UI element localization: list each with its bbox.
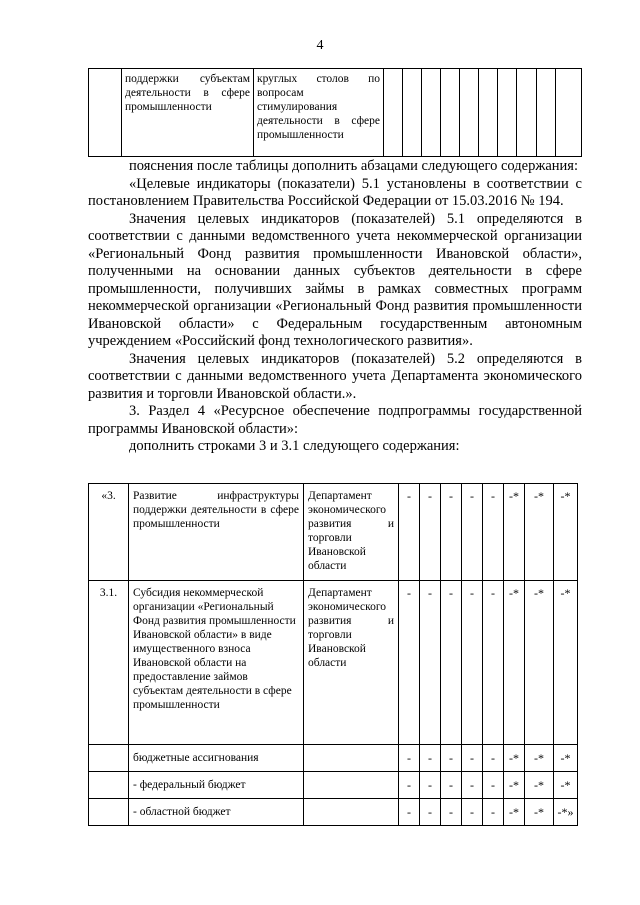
table-cell — [517, 69, 537, 157]
table-cell — [460, 69, 479, 157]
value-cell: - — [399, 772, 420, 799]
table-cell — [556, 69, 582, 157]
table-cell — [254, 69, 384, 157]
paragraph: 3. Раздел 4 «Ресурсное обеспечение подпрограммы государственной программы Ивановской области»: — [88, 403, 582, 437]
table-row — [89, 772, 603, 799]
value-cell: -* — [525, 799, 554, 826]
value-cell: - — [399, 745, 420, 772]
table-row — [89, 799, 603, 826]
value-cell: - — [399, 799, 420, 826]
value-cell: - — [441, 772, 462, 799]
value-cell: - — [462, 799, 483, 826]
row-name: Развитие инфраструктуры поддержки деятельности в сфере промышленности — [129, 484, 304, 581]
table-row — [89, 69, 582, 157]
value-cell: - — [420, 581, 441, 745]
row-executor — [304, 745, 399, 772]
value-cell: - — [441, 799, 462, 826]
value-cell: -* — [554, 581, 578, 745]
value-cell: -* — [525, 772, 554, 799]
row-executor — [304, 772, 399, 799]
continuation-table — [88, 68, 582, 157]
row-name: бюджетные ассигнования — [129, 745, 304, 772]
table-row — [89, 745, 603, 772]
table-cell — [89, 69, 122, 157]
value-cell: - — [483, 772, 504, 799]
row-number — [89, 745, 129, 772]
row-number: «3. — [89, 484, 129, 581]
body-text — [88, 158, 582, 456]
value-cell: -*» — [554, 799, 578, 826]
value-cell: - — [441, 581, 462, 745]
event-description: круглых столов по вопросам стимулирования деятельности в сфере промышленности — [257, 73, 380, 141]
value-cell: - — [462, 581, 483, 745]
value-cell: - — [462, 772, 483, 799]
row-executor — [304, 799, 399, 826]
value-cell: - — [483, 484, 504, 581]
value-cell: -* — [504, 799, 525, 826]
value-cell: -* — [554, 745, 578, 772]
table-cell — [537, 69, 556, 157]
paragraph: Значения целевых индикаторов (показателей) 5.2 определяются в соответствии с данными ведомственного учета Департамента экономического развития и торговли Ивановской области.». — [88, 350, 582, 402]
value-cell: -* — [504, 484, 525, 581]
table-cell — [122, 69, 254, 157]
value-cell: -* — [504, 745, 525, 772]
value-cell: - — [483, 581, 504, 745]
value-cell: - — [420, 745, 441, 772]
row-number: 3.1. — [89, 581, 129, 745]
row-executor: Департамент экономического развития и торговли Ивановской области — [304, 484, 399, 581]
page-number: 4 — [316, 38, 324, 53]
paragraph: Значения целевых индикаторов (показателей) 5.1 определяются в соответствии с данными ведомственного учета некоммерческой организации «Региональный Фонд развития промышленности Ивановской области», полученными на основании данных субъектов деятельности в сфере промышленности, получивших займы в рамках совместных программ некоммерческой организации «Региональный Фонд развития промышленности Ивановской области» с Федеральным государственным автономным учреждением «Российский фонд технологического развития». — [88, 210, 582, 349]
row-number — [89, 799, 129, 826]
value-cell: -* — [525, 484, 554, 581]
value-cell: - — [441, 745, 462, 772]
paragraph: пояснения после таблицы дополнить абзацами следующего содержания: — [129, 158, 578, 174]
row-name: - областной бюджет — [129, 799, 304, 826]
row-name: Субсидия некоммерческой организации «Региональный Фонд развития промышленности Ивановской области» в виде имущественного взноса Ивановской области на предоставление займов субъектам деятельности в сфере промышленности — [129, 581, 304, 745]
value-cell: - — [420, 772, 441, 799]
resource-table — [88, 483, 603, 826]
table-row — [89, 581, 603, 745]
table-cell — [498, 69, 517, 157]
value-cell: -* — [504, 772, 525, 799]
value-cell: - — [462, 745, 483, 772]
table-cell — [441, 69, 460, 157]
row-executor: Департамент экономического развития и торговли Ивановской области — [304, 581, 399, 745]
value-cell: - — [420, 799, 441, 826]
value-cell: - — [483, 745, 504, 772]
value-cell: -* — [525, 581, 554, 745]
value-cell: - — [399, 484, 420, 581]
row-number — [89, 772, 129, 799]
value-cell: - — [483, 799, 504, 826]
row-name: - федеральный бюджет — [129, 772, 304, 799]
value-cell: -* — [554, 772, 578, 799]
value-cell: -* — [525, 745, 554, 772]
paragraph: дополнить строками 3 и 3.1 следующего содержания: — [129, 438, 460, 454]
value-cell: - — [399, 581, 420, 745]
table-cell — [403, 69, 422, 157]
table-cell — [384, 69, 403, 157]
event-name: поддержки субъектам деятельности в сфере промышленности — [125, 73, 250, 113]
value-cell: - — [420, 484, 441, 581]
value-cell: -* — [554, 484, 578, 581]
table-cell — [422, 69, 441, 157]
paragraph: «Целевые индикаторы (показатели) 5.1 установлены в соответствии с постановлением Правительства Российской Федерации от 15.03.2016 № 194. — [88, 175, 582, 209]
table-row — [89, 484, 603, 581]
value-cell: -* — [504, 581, 525, 745]
table-cell — [479, 69, 498, 157]
value-cell: - — [441, 484, 462, 581]
value-cell: - — [462, 484, 483, 581]
